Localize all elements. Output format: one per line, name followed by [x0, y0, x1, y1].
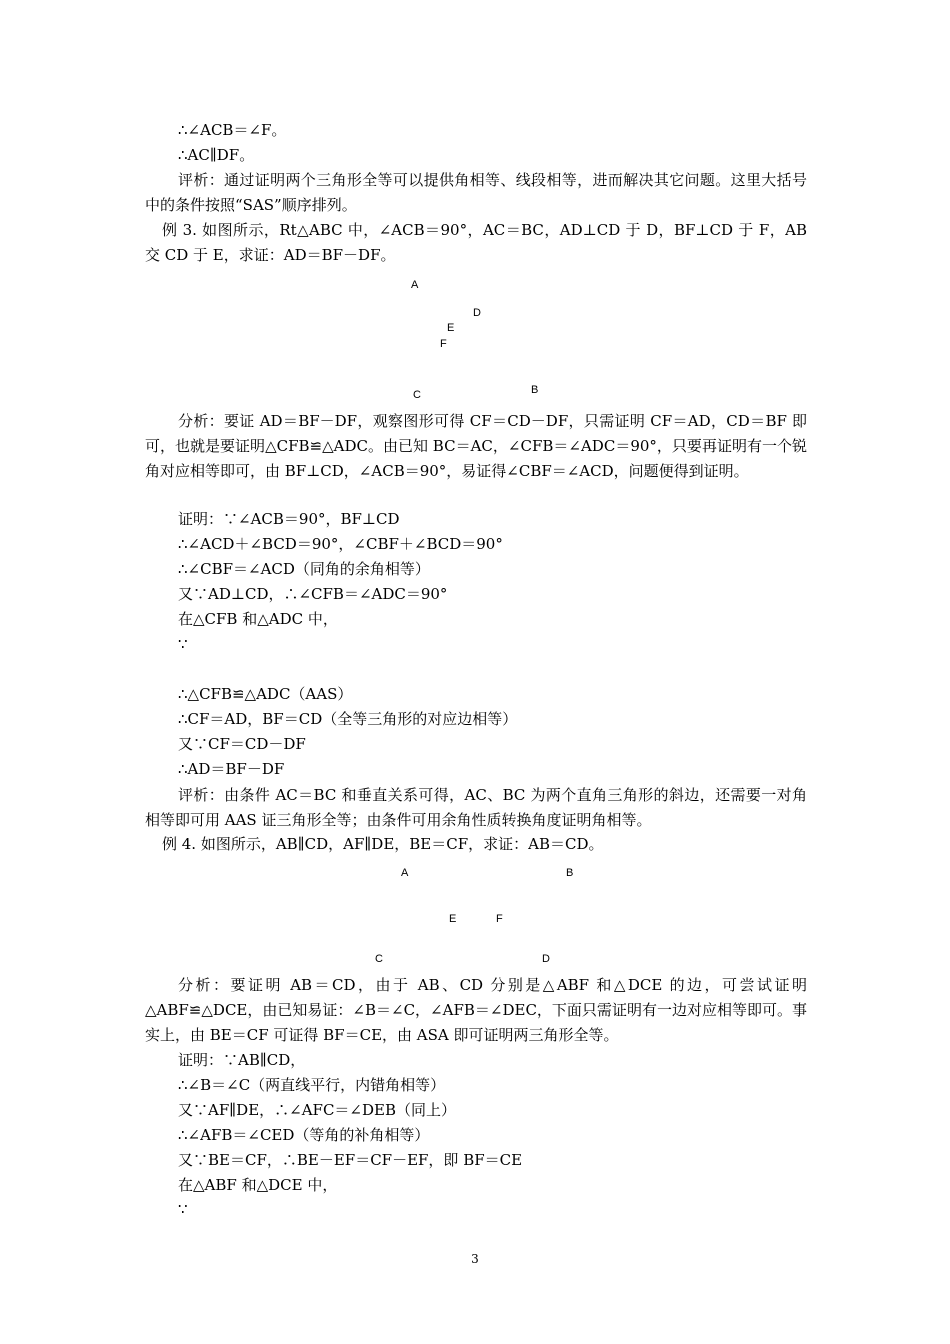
point-label-f: F: [496, 913, 503, 925]
proof-line: ∴CF＝AD，BF＝CD（全等三角形的对应边相等）: [178, 710, 518, 728]
point-label-c: C: [375, 953, 383, 965]
analysis-4-paragraph: 分析：要证明 AB＝CD，由于 AB、CD 分别是△ABF 和△DCE 的边，可尝试证明△ABF≌△DCE，由已知易证：∠B＝∠C，∠AFB＝∠DEC，下面只需证明有一边对应相等即可。事实上，由 BE＝CF 可证得 BF＝CE，由 ASA 即可证明两三角形全等。: [145, 976, 807, 1044]
proof-line: ∴△CFB≌△ADC（AAS）: [178, 685, 353, 703]
point-label-f: F: [440, 338, 447, 350]
example-4-statement: 例 4. 如图所示，AB∥CD，AF∥DE，BE＝CF，求证：AB＝CD。: [162, 835, 604, 853]
point-label-e: E: [449, 913, 457, 925]
point-label-e: E: [447, 322, 455, 334]
evaluation-paragraph: 评析：通过证明两个三角形全等可以提供角相等、线段相等，进而解决其它问题。这里大括号中的条件按照“SAS”顺序排列。: [145, 171, 807, 214]
evaluation-3-paragraph: 评析：由条件 AC＝BC 和垂直关系可得，AC、BC 为两个直角三角形的斜边，还需要一对角相等即可用 AAS 证三角形全等；由条件可用余角性质转换角度证明角相等。: [145, 786, 807, 829]
point-label-b: B: [531, 384, 539, 396]
example-3-statement: 例 3. 如图所示，Rt△ABC 中，∠ACB＝90°，AC＝BC，AD⊥CD 于 D，BF⊥CD 于 F，AB 交 CD 于 E，求证：AD＝BF－DF。: [145, 221, 807, 264]
point-label-b: B: [566, 867, 574, 879]
proof-line: ∴∠ACD＋∠BCD＝90°，∠CBF＋∠BCD＝90°: [178, 535, 503, 553]
point-label-d: D: [473, 307, 481, 319]
point-label-a: A: [411, 279, 419, 291]
proof-line: ∵: [178, 1200, 188, 1218]
analysis-3-paragraph: 分析：要证 AD＝BF－DF，观察图形可得 CF＝CD－DF，只需证明 CF＝AD，CD＝BF 即可，也就是要证明△CFB≌△ADC。由已知 BC＝AC，∠CFB＝∠ADC＝90°，只要再证明有一个锐角对应相等即可，由 BF⊥CD，∠ACB＝90°，易证得∠CBF＝∠ACD，问题便得到证明。: [145, 412, 807, 480]
point-label-d: D: [542, 953, 550, 965]
point-label-c: C: [413, 389, 421, 401]
proof-line: 证明：∵∠ACB＝90°，BF⊥CD: [178, 510, 400, 528]
proof-line: ∵: [178, 635, 188, 653]
point-label-a: A: [401, 867, 409, 879]
proof-line: ∴AD＝BF－DF: [178, 760, 285, 778]
proof-line: 又∵BE＝CF，∴BE－EF＝CF－EF，即 BF＝CE: [178, 1151, 523, 1169]
page-number: 3: [471, 1252, 479, 1266]
proof-line: 在△ABF 和△DCE 中，: [178, 1176, 338, 1194]
proof-line: ∴∠B＝∠C（两直线平行，内错角相等）: [178, 1076, 446, 1094]
proof-line: 证明：∵AB∥CD，: [178, 1051, 306, 1069]
proof-line: 在△CFB 和△ADC 中，: [178, 610, 338, 628]
proof-line: 又∵AF∥DE，∴∠AFC＝∠DEB（同上）: [178, 1101, 456, 1119]
proof-line: ∴∠AFB＝∠CED（等角的补角相等）: [178, 1126, 430, 1144]
proof-line: ∴∠CBF＝∠ACD（同角的余角相等）: [178, 560, 430, 578]
text-line: ∴∠ACB＝∠F。: [178, 121, 287, 139]
proof-line: 又∵CF＝CD－DF: [178, 735, 306, 753]
text-line: ∴AC∥DF。: [178, 146, 255, 164]
proof-line: 又∵AD⊥CD，∴∠CFB＝∠ADC＝90°: [178, 585, 448, 603]
